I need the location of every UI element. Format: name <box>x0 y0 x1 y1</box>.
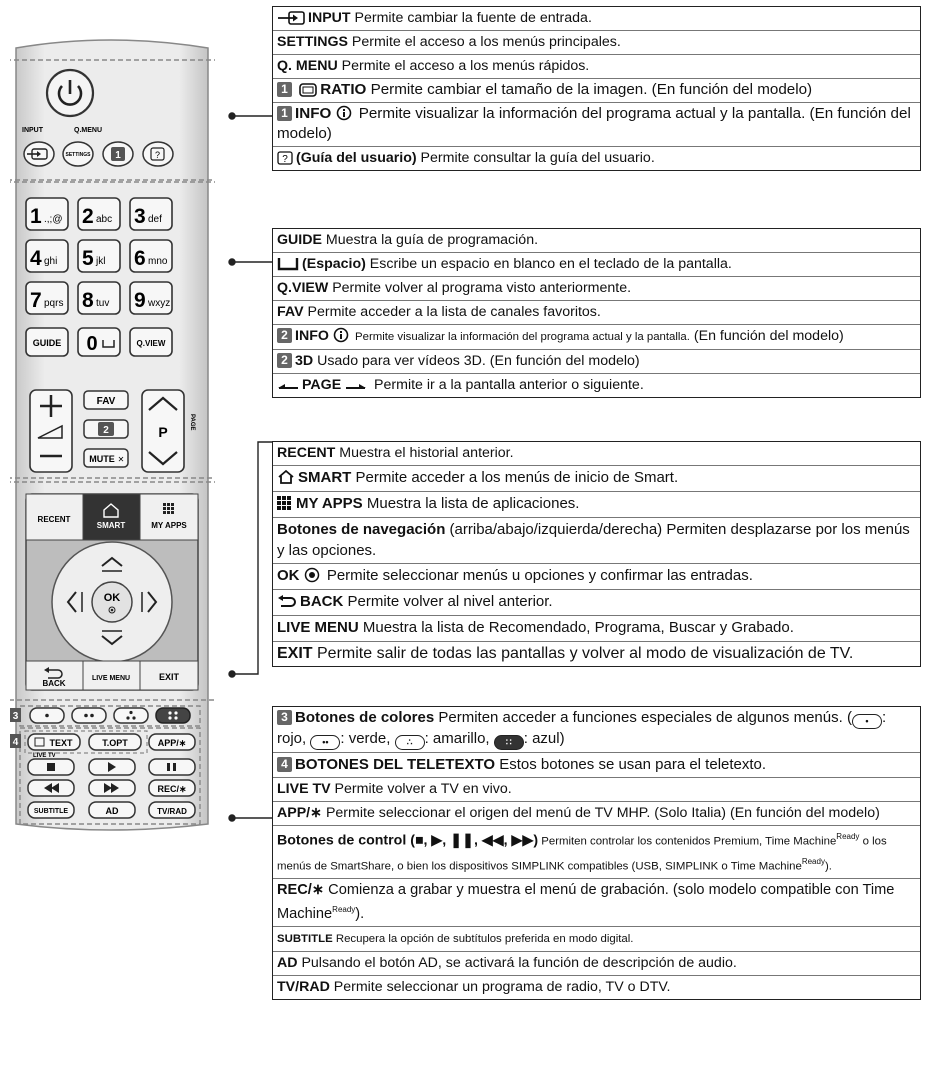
text: Permite el acceso a los menús rápidos. <box>337 58 590 74</box>
text: Permite ir a la pantalla anterior o siguiente. <box>370 377 644 393</box>
red-dot-icon: • <box>852 714 882 729</box>
badge: 1 <box>277 82 292 97</box>
fav-label: FAV <box>96 396 116 407</box>
text: Permite el acceso a los menús principales. <box>347 34 621 50</box>
desc-tvrad <box>273 976 920 999</box>
rec-label: REC/∗ <box>157 784 187 794</box>
badge: 3 <box>277 710 292 725</box>
smart-label: SMART <box>96 521 126 530</box>
label: SMART <box>298 469 352 486</box>
text: Permite volver al nivel anterior. <box>343 593 553 610</box>
label: APP/∗ <box>277 805 323 821</box>
text-small: ). <box>824 860 832 873</box>
desc-space <box>273 253 920 277</box>
myapps-label: MY APPS <box>151 521 187 530</box>
text: Muestra la lista de Recomendado, Programa, Buscar y Grabado. <box>358 619 794 636</box>
box-navigation-buttons <box>272 441 921 667</box>
digit-letters: ghi <box>44 256 58 267</box>
subtitle-label: SUBTITLE <box>33 808 69 815</box>
superscript: Ready <box>332 905 356 915</box>
label: GUIDE <box>277 232 322 248</box>
text: Permite consultar la guía del usuario. <box>416 150 655 166</box>
digit-label: 1 <box>30 205 42 228</box>
label: SETTINGS <box>277 34 348 50</box>
text-small: Permiten controlar los contenidos Premium, Time Machine <box>538 835 837 848</box>
box-channel-buttons <box>272 228 921 398</box>
user-guide-icon <box>277 151 293 165</box>
superscript: Ready <box>801 856 825 866</box>
qview-label: Q.VIEW <box>136 339 166 348</box>
digit-label: 7 <box>30 289 42 312</box>
mute-label: MUTE <box>89 454 115 464</box>
app-label: APP/∗ <box>157 738 187 748</box>
apps-grid-icon <box>277 495 293 511</box>
desc-ad <box>273 952 920 976</box>
desc-colour-buttons <box>273 707 920 753</box>
box-colour-teletext-buttons <box>272 706 921 1000</box>
desc-page <box>273 374 920 397</box>
space-icon <box>277 257 299 271</box>
desc-ratio <box>273 79 920 103</box>
digit-letters: def <box>148 214 162 225</box>
digit-letters: pqrs <box>44 298 64 309</box>
text: Pulsando el botón AD, se activará la función de descripción de audio. <box>297 955 737 972</box>
text: Permite seleccionar un programa de radio, TV o DTV. <box>329 979 671 996</box>
label: (Guía del usuario) <box>296 150 417 166</box>
input-caption: INPUT <box>22 127 43 134</box>
desc-guide <box>273 229 920 253</box>
text-blue: : azul) <box>523 730 565 747</box>
ok-label: OK <box>103 592 121 604</box>
digit-letters: abc <box>96 214 113 225</box>
desc-control-buttons <box>273 826 920 879</box>
text: Permite visualizar la información del programa actual y la pantalla. (En función del modelo) <box>277 105 911 142</box>
desc-livemenu <box>273 616 920 642</box>
text-label: TEXT <box>49 738 73 748</box>
desc-qview <box>273 277 920 301</box>
text: Permite cambiar el tamaño de la imagen. (En función del modelo) <box>366 81 813 98</box>
superscript: Ready <box>836 832 860 841</box>
text: (arriba/abajo/izquierda/derecha) Permiten desplazarse por los menús y las opciones. <box>277 521 910 559</box>
text: Permite seleccionar el origen del menú de TV MHP. (Solo Italia) (En función del modelo) <box>322 805 880 821</box>
badge: 2 <box>277 328 292 343</box>
exit-label: EXIT <box>158 672 180 682</box>
label: Q. MENU <box>277 58 338 74</box>
ok-icon <box>304 567 320 583</box>
label: (Espacio) <box>302 256 366 272</box>
text: Muestra el historial anterior. <box>335 445 514 461</box>
badge-2: 2 <box>103 425 109 436</box>
arrow-left-icon <box>277 382 299 392</box>
label: BACK <box>300 593 344 610</box>
recent-label: RECENT <box>37 515 71 524</box>
text: Permite volver al programa visto anteriormente. <box>328 280 632 296</box>
info-icon <box>333 327 349 343</box>
digit-label: 2 <box>82 205 94 228</box>
info-icon <box>336 105 352 121</box>
p-label: P <box>158 424 168 440</box>
label: Botones de colores <box>295 709 435 726</box>
desc-rec <box>273 879 920 927</box>
text: ). <box>355 906 365 923</box>
back-label: BACK <box>42 679 66 688</box>
text-small: Permite visualizar la información del programa actual y la pantalla. <box>351 331 690 343</box>
text: Usado para ver vídeos 3D. (En función del modelo) <box>313 353 640 369</box>
box-general-buttons <box>272 6 921 171</box>
text: Permiten acceder a funciones especiales de algunos menús. ( <box>434 709 852 726</box>
text-green: : verde, <box>340 730 395 747</box>
badge: 2 <box>277 353 292 368</box>
svg-text:?: ? <box>282 154 288 165</box>
desc-settings <box>273 31 920 55</box>
label: LIVE TV <box>277 781 331 797</box>
settings-caption: SETTINGS <box>65 152 91 158</box>
desc-exit <box>273 642 920 666</box>
text: Permite volver a TV en vivo. <box>330 781 512 797</box>
text: Muestra la lista de aplicaciones. <box>362 495 580 512</box>
digit-letters: jkl <box>96 256 106 267</box>
text: Escribe un espacio en blanco en el teclado de la pantalla. <box>365 256 732 272</box>
desc-fav <box>273 301 920 325</box>
label: INFO <box>295 328 329 344</box>
text: Permite cambiar la fuente de entrada. <box>350 10 592 26</box>
badge-3: 3 <box>12 711 19 722</box>
digit-letters: mno <box>148 256 168 267</box>
digit-letters: tuv <box>96 298 110 309</box>
mute-icon: ✕ <box>117 455 125 464</box>
text-small: Recupera la opción de subtítulos preferida en modo digital. <box>332 933 634 946</box>
label: RATIO <box>320 81 367 98</box>
desc-myapps <box>273 492 920 518</box>
badge-1: 1 <box>115 150 121 161</box>
blue-dot-icon: ∷ <box>494 735 524 750</box>
desc-info-2 <box>273 325 920 350</box>
desc-input <box>273 7 920 31</box>
digit-label: 6 <box>134 247 146 270</box>
livetv-caption: LIVE TV <box>33 753 56 759</box>
badge: 1 <box>277 106 292 121</box>
label: LIVE MENU <box>277 619 359 636</box>
label: INFO <box>295 105 332 122</box>
label: SUBTITLE <box>277 933 333 946</box>
green-dot-icon: •• <box>310 735 340 750</box>
control-symbols: (■, ▶, ❚❚, ◀◀, ▶▶) <box>406 832 539 849</box>
text-yellow: : amarillo, <box>424 730 494 747</box>
label: Botones de navegación <box>277 521 446 538</box>
home-icon <box>277 469 295 485</box>
desc-3d <box>273 350 920 374</box>
desc-qmenu <box>273 55 920 79</box>
page-caption: PAGE <box>189 414 195 431</box>
desc-recent <box>273 442 920 466</box>
digit-letters: wxyz <box>148 298 171 309</box>
digit-label: 8 <box>82 289 94 312</box>
label: INPUT <box>308 10 351 26</box>
badge: 4 <box>277 757 292 772</box>
label: OK <box>277 567 300 584</box>
label: BOTONES DEL TELETEXTO <box>295 756 496 773</box>
label: FAV <box>277 304 304 320</box>
yellow-dot-icon: ∴ <box>395 735 425 750</box>
ratio-icon <box>299 83 317 97</box>
text-small: o los menús de SmartShare, o bien los dispositivos SIMPLINK compatibles (USB, SIMPLINK o Time Machine <box>277 835 887 873</box>
guide-label: GUIDE <box>32 338 62 348</box>
desc-app <box>273 802 920 826</box>
desc-ok <box>273 564 920 590</box>
text: Permite salir de todas las pantallas y volver al modo de visualización de TV. <box>312 645 854 662</box>
desc-back <box>273 590 920 616</box>
label: RECENT <box>277 445 336 461</box>
label: REC/∗ <box>277 882 325 899</box>
desc-user-guide <box>273 147 920 170</box>
text: Permite seleccionar menús u opciones y confirmar las entradas. <box>322 567 753 584</box>
digit-letters: .,;@ <box>44 214 63 225</box>
text: Estos botones se usan para el teletexto. <box>495 756 767 773</box>
desc-smart <box>273 466 920 492</box>
text: Permite acceder a la lista de canales favoritos. <box>303 304 601 320</box>
label: MY APPS <box>296 495 363 512</box>
text: Comienza a grabar y muestra el menú de grabación. (solo modelo compatible con Time Machine <box>277 882 895 923</box>
back-icon <box>277 595 297 609</box>
text: Permite acceder a los menús de inicio de Smart. <box>351 469 679 486</box>
label: PAGE <box>302 377 342 393</box>
text: (En función del modelo) <box>689 328 844 344</box>
digit-label: 9 <box>134 289 146 312</box>
desc-teletext <box>273 753 920 778</box>
desc-navigation <box>273 518 920 564</box>
digit-label: 4 <box>30 247 42 270</box>
topt-label: T.OPT <box>102 738 128 748</box>
input-icon <box>277 11 305 25</box>
label: Q.VIEW <box>277 280 329 296</box>
ad-label: AD <box>105 806 119 816</box>
desc-info <box>273 103 920 147</box>
label: Botones de control <box>277 832 407 849</box>
badge-4: 4 <box>12 737 19 748</box>
digit-label: 5 <box>82 247 94 270</box>
digit-label: 3 <box>134 205 146 228</box>
qmenu-caption: Q.MENU <box>74 127 102 134</box>
text: Muestra la guía de programación. <box>321 232 539 248</box>
desc-livetv <box>273 778 920 802</box>
tvrad-label: TV/RAD <box>157 807 187 816</box>
zero-label: 0 <box>86 333 98 355</box>
label: EXIT <box>277 645 313 662</box>
label: TV/RAD <box>277 979 330 996</box>
label: 3D <box>295 353 314 369</box>
label: AD <box>277 955 298 972</box>
desc-subtitle <box>273 927 920 952</box>
arrow-right-icon <box>345 382 367 392</box>
livemenu-label: LIVE MENU <box>91 675 131 682</box>
text-red: : rojo, <box>277 709 887 747</box>
guide-question-icon: ? <box>154 150 161 160</box>
